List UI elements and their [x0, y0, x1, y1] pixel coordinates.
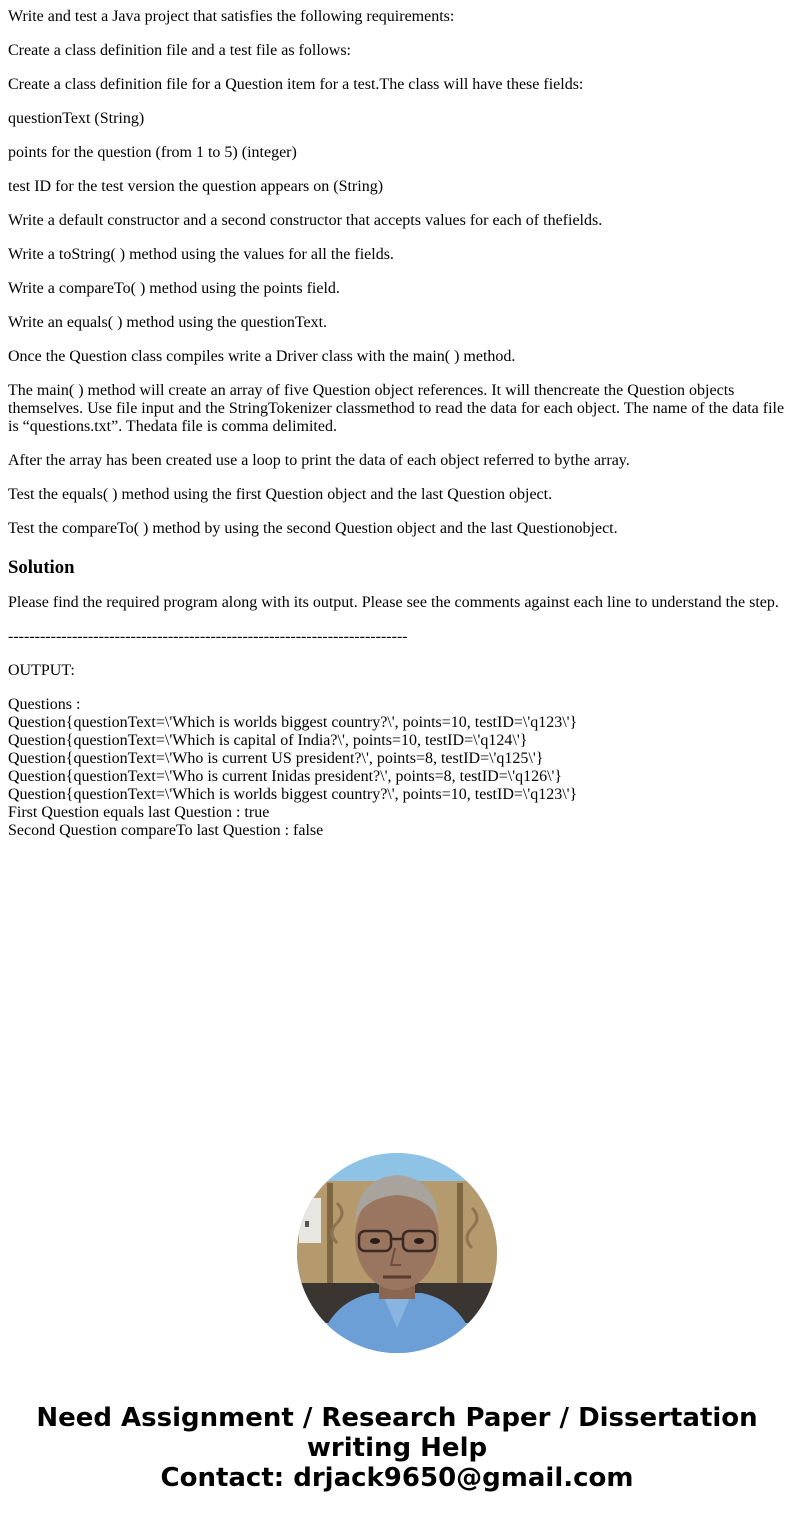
- output-line: Question{questionText=\'Who is current US president?\', points=8, testID=\'q125\'}: [8, 750, 544, 767]
- requirement-paragraph: points for the question (from 1 to 5) (integer): [8, 144, 297, 161]
- requirement-paragraph: Test the equals( ) method using the first Question object and the last Question object.: [8, 486, 553, 503]
- person-portrait-icon: [297, 1153, 497, 1353]
- requirement-paragraph: Write a default constructor and a second constructor that accepts values for each of thefields.: [8, 212, 603, 229]
- requirement-paragraph: Write and test a Java project that satisfies the following requirements:: [8, 8, 455, 25]
- promo-banner: [0, 1403, 794, 1493]
- requirement-paragraph: Test the compareTo( ) method by using the second Question object and the last Questionobject.: [8, 520, 618, 537]
- requirement-paragraph: Write an equals( ) method using the questionText.: [8, 314, 328, 331]
- output-line: Question{questionText=\'Which is worlds biggest country?\', points=10, testID=\'q123\'}: [8, 786, 578, 803]
- requirement-paragraph: Create a class definition file for a Question item for a test.The class will have these fields:: [8, 76, 584, 93]
- solution-intro: Please find the required program along with its output. Please see the comments against each line to understand the step.: [8, 594, 779, 611]
- output-line: Question{questionText=\'Who is current Inidas president?\', points=8, testID=\'q126\'}: [8, 768, 563, 785]
- program-output: [8, 696, 786, 840]
- avatar: [297, 1153, 497, 1353]
- document-body: [8, 8, 786, 840]
- requirement-paragraph: Create a class definition file and a test file as follows:: [8, 42, 351, 59]
- promo-line-1: Need Assignment / Research Paper / Dissertation: [36, 1403, 758, 1433]
- requirement-paragraph: Write a toString( ) method using the values for all the fields.: [8, 246, 394, 263]
- output-label: OUTPUT:: [8, 662, 75, 679]
- requirement-paragraph: The main( ) method will create an array of five Question object references. It will thencreate the Question objects themselves. Use file input and the StringTokenizer classmethod to read the data for each object. The name of the data file is “questions.txt”. Thedata file is comma delimited.: [8, 382, 785, 435]
- requirement-paragraph: questionText (String): [8, 110, 145, 127]
- promo-contact: Contact: drjack9650@gmail.com: [160, 1463, 634, 1493]
- output-line: Question{questionText=\'Which is capital of India?\', points=10, testID=\'q124\'}: [8, 732, 528, 749]
- requirement-paragraph: Write a compareTo( ) method using the points field.: [8, 280, 340, 297]
- requirement-paragraph: Once the Question class compiles write a Driver class with the main( ) method.: [8, 348, 516, 365]
- promo-line-2: writing Help: [306, 1433, 488, 1463]
- output-line: Second Question compareTo last Question : false: [8, 822, 324, 839]
- output-line: Question{questionText=\'Which is worlds biggest country?\', points=10, testID=\'q123\'}: [8, 714, 578, 731]
- separator-line: ---------------------------------------------------------------------------: [8, 628, 408, 645]
- requirement-paragraph: test ID for the test version the question appears on (String): [8, 178, 384, 195]
- solution-heading: Solution: [8, 557, 75, 578]
- output-line: First Question equals last Question : true: [8, 804, 270, 821]
- output-line: Questions :: [8, 696, 81, 713]
- requirement-paragraph: After the array has been created use a loop to print the data of each object referred to bythe array.: [8, 452, 630, 469]
